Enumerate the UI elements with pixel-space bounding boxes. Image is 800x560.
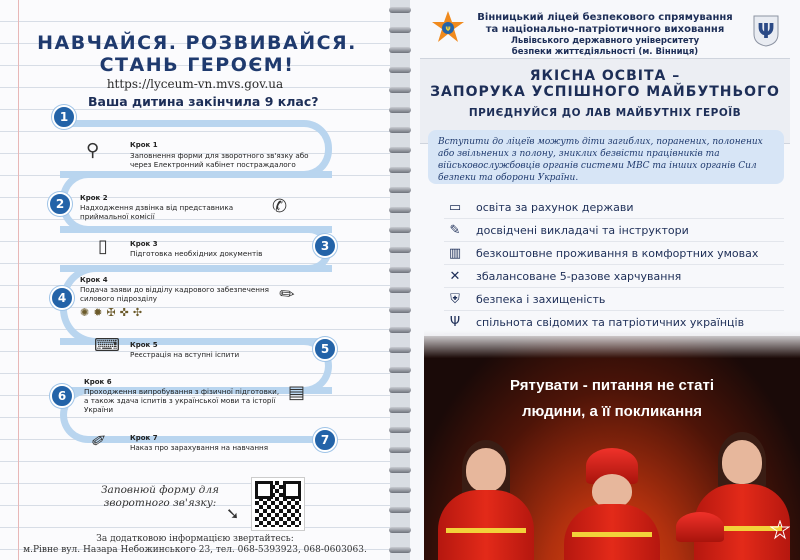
website-link[interactable]: https://lyceum-vn.mvs.gov.ua xyxy=(106,77,284,91)
quality-title-line-2: ЗАПОРУКА УСПІШНОГО МАЙБУТНЬОГО xyxy=(430,84,780,100)
form-note: Заповнюй форму для зворотного зв'язку: xyxy=(101,484,219,509)
firefighter-figure xyxy=(564,448,660,560)
benefit-item xyxy=(444,196,784,219)
cutlery-icon: ✕ xyxy=(449,268,461,284)
step-number-5: 5 xyxy=(313,337,337,361)
path-segment xyxy=(60,171,332,233)
firefighters-photo xyxy=(424,336,800,560)
benefit-text: безкоштовне проживання в комфортних умовах xyxy=(476,246,759,260)
spiral-binding xyxy=(388,0,412,560)
slogan-line-1: Рятувати - питання не статі xyxy=(509,377,714,394)
phone-icon: ✆ xyxy=(272,196,288,217)
money-icon: ▭ xyxy=(448,199,462,215)
left-page xyxy=(0,0,390,560)
step-7-title: Крок 7 xyxy=(130,434,158,442)
institution-line-2: та національно-патріотичного виховання xyxy=(485,24,725,35)
step-5-title: Крок 5 xyxy=(130,341,158,349)
step-number-2: 2 xyxy=(48,192,72,216)
helmet xyxy=(676,512,724,542)
dsns-logo-icon xyxy=(770,520,790,540)
step-number-7: 7 xyxy=(313,428,337,452)
laptop-icon: ⌨ xyxy=(94,335,120,356)
step-number-3: 3 xyxy=(313,234,337,258)
step-number-1: 1 xyxy=(52,105,76,129)
step-4-title: Крок 4 xyxy=(80,276,108,284)
emblem-icon: ✺ xyxy=(80,306,94,319)
qr-code[interactable] xyxy=(252,478,304,530)
emblem-icon: ✣ xyxy=(132,306,147,319)
join-heroes-subtitle: ПРИЄДНУЙСЯ ДО ЛАВ МАЙБУТНІХ ГЕРОЇВ xyxy=(468,107,742,119)
emblem-icon: ✠ xyxy=(106,306,120,319)
step-3-text: Підготовка необхідних документів xyxy=(130,249,263,258)
step-number-4: 4 xyxy=(50,286,74,310)
benefit-text: безпека і захищеність xyxy=(476,292,606,306)
path-segment xyxy=(60,120,332,178)
question: Ваша дитина закінчила 9 клас? xyxy=(88,94,319,109)
slogan xyxy=(424,373,800,425)
quality-title xyxy=(420,68,790,100)
footer-contact-label: За додатковою інформацією звертайтесь: xyxy=(96,534,294,544)
quality-title-line-1: ЯКІСНА ОСВІТА – xyxy=(529,68,681,84)
benefit-text: освіта за рахунок держави xyxy=(476,200,634,214)
footer-address: м.Рівне вул. Назара Небожинського 23, тел. 068-5393923, 068-0603063. xyxy=(23,545,367,555)
headline-line-2: СТАНЬ ГЕРОЄМ! xyxy=(99,54,295,76)
step-1-text: Заповнення форми для зворотного зв'язку або через Електронний кабінет постраждалого xyxy=(130,151,309,169)
benefit-item xyxy=(444,265,784,288)
step-6-title: Крок 6 xyxy=(84,378,112,386)
teacher-icon: ✎ xyxy=(449,222,461,238)
arrow-icon: ➘ xyxy=(226,504,240,523)
pencil-icon: ✏ xyxy=(87,427,112,454)
trident-emblem-icon xyxy=(748,12,784,48)
benefits-list xyxy=(444,196,784,334)
step-6-text: Проходження випробування з фізичної підготовки, а також здача іспитів з української мови та історії України xyxy=(84,387,280,414)
building-icon: ▥ xyxy=(448,245,462,261)
step-1-title: Крок 1 xyxy=(130,141,158,149)
admission-info-box: Вступити до ліцеїв можуть діти загиблих, поранених, полонених або звільнених з полону, зниклих безвісти працівників та військовослужбовців органів системи МВС та інших органів Сил безпеки та оборони України. xyxy=(428,130,784,184)
svg-text:Ψ: Ψ xyxy=(445,26,451,33)
rescue-service-emblem-icon xyxy=(430,10,466,46)
emblem-icon: ✹ xyxy=(93,306,107,319)
document-icon: ▯ xyxy=(98,236,108,257)
step-number-6: 6 xyxy=(50,384,74,408)
magnifier-icon: ⚲ xyxy=(86,140,100,161)
benefit-item xyxy=(444,219,784,242)
benefit-text: спільнота свідомих та патріотичних українців xyxy=(476,315,745,329)
svg-text:Ψ: Ψ xyxy=(757,19,775,43)
step-7-text: Наказ про зарахування на навчання xyxy=(130,443,269,452)
emblem-icon: ✜ xyxy=(119,306,133,319)
step-3-title: Крок 3 xyxy=(130,240,158,248)
photo-fade xyxy=(424,330,800,358)
step-2-text: Надходження дзвінка від представника приймальної комісії xyxy=(80,203,234,221)
trident-icon: Ψ xyxy=(449,314,461,330)
pen-icon: ✎ xyxy=(275,281,301,308)
headline-line-1: НАВЧАЙСЯ. РОЗВИВАЙСЯ. xyxy=(37,32,357,54)
institution-name xyxy=(470,12,740,58)
institution-line-3: Львівського державного університету xyxy=(510,36,700,46)
benefit-item xyxy=(444,288,784,311)
benefit-item xyxy=(444,242,784,265)
notepad-icon: ▤ xyxy=(288,382,306,403)
shield-icon: ⛨ xyxy=(450,291,460,307)
agency-emblems xyxy=(80,306,146,319)
institution-line-1: Вінницький ліцей безпекового спрямування xyxy=(477,12,733,23)
step-4-text: Подача заяви до відділу кадрового забезпечення силового підрозділу xyxy=(80,285,269,303)
firefighter-figure xyxy=(438,440,534,560)
slogan-line-2: людини, а її покликання xyxy=(522,403,702,420)
benefit-text: збалансоване 5-разове харчування xyxy=(476,269,682,283)
headline xyxy=(24,32,370,76)
institution-line-4: безпеки життєдіяльності (м. Вінниця) xyxy=(511,47,699,57)
step-2-title: Крок 2 xyxy=(80,194,108,202)
step-5-text: Реєстрація на вступні іспити xyxy=(130,350,240,359)
benefit-text: досвідчені викладачі та інструктори xyxy=(476,223,689,237)
